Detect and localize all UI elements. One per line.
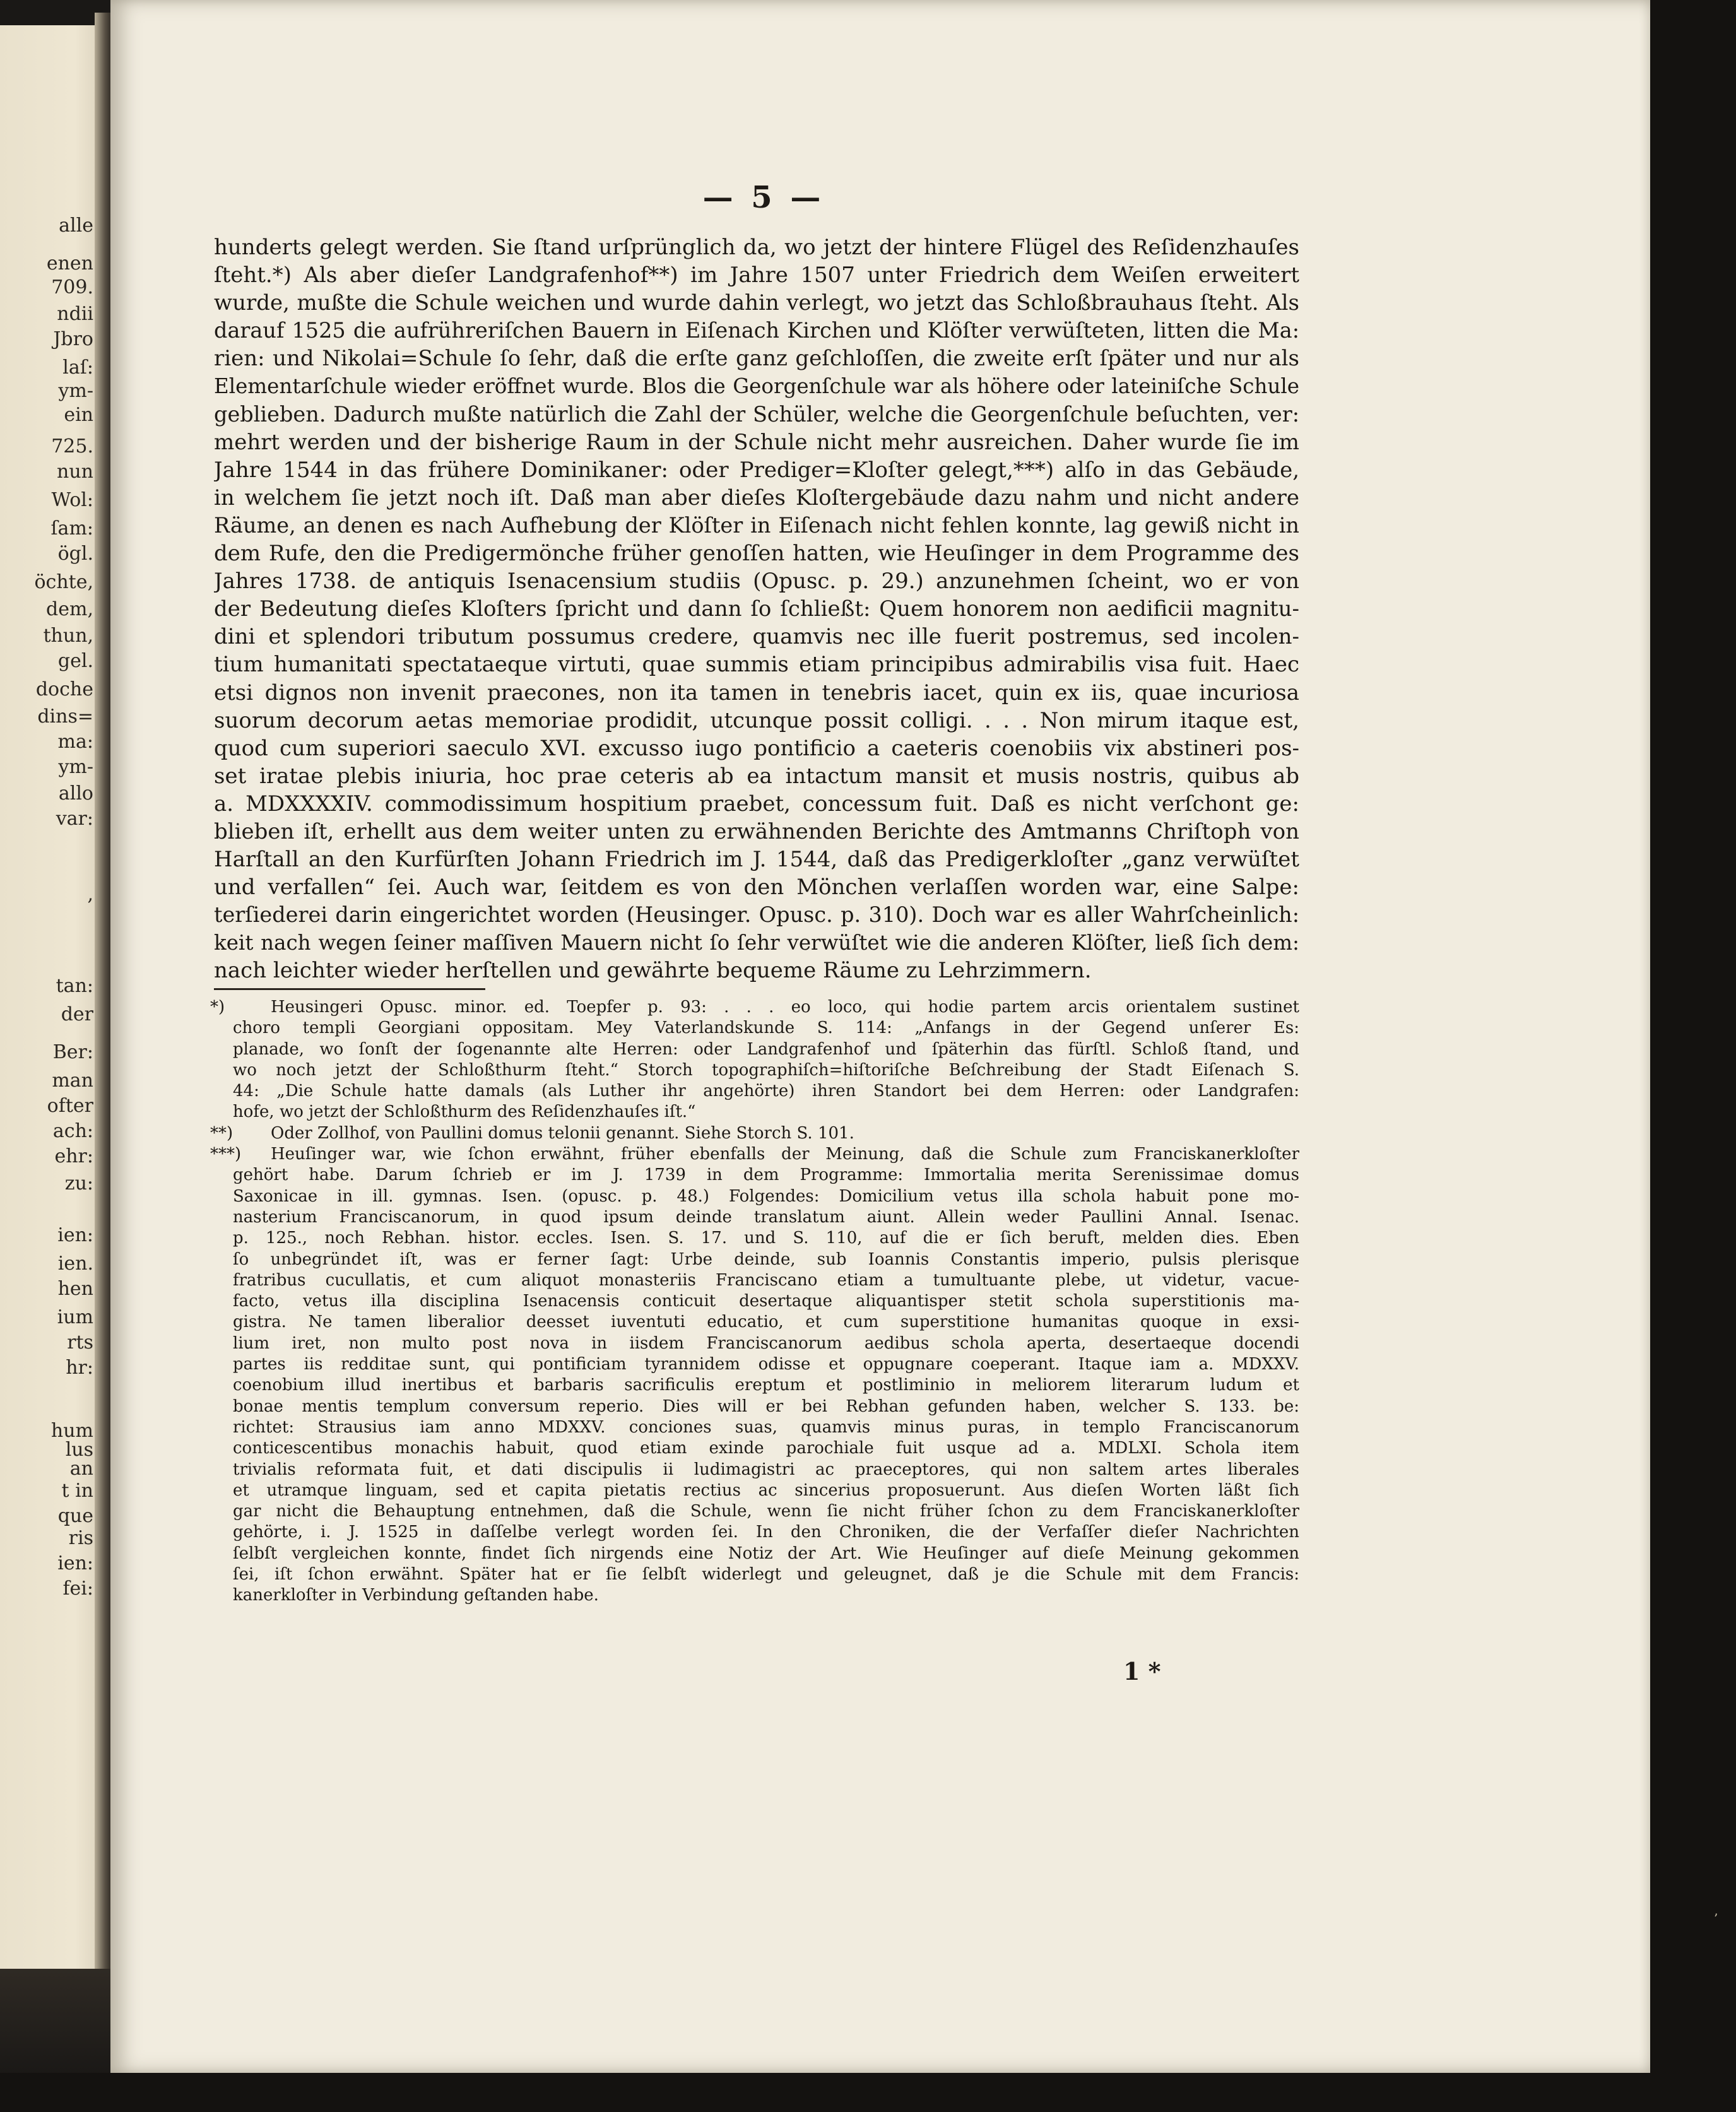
signature-mark: 1 *: [1123, 1657, 1161, 1685]
body-line: dem Rufe, den die Predigermönche früher genoſſen hatten, wie Heuſinger in dem Programme des: [214, 541, 1299, 567]
left-margin-fragment: ,: [87, 883, 93, 906]
left-margin-fragment: dins=: [37, 705, 93, 728]
footnote: [210, 1123, 1299, 1144]
left-margin-fragment: que: [57, 1505, 93, 1527]
left-margin-fragment: var:: [56, 808, 93, 830]
bottom-background: [0, 2073, 1736, 2112]
footnote-marker: ***): [210, 1145, 242, 1164]
body-line: dini et splendori tributum possumus credere, quamvis nec ille fuerit postremus, sed incolen-: [214, 624, 1299, 650]
footnote-line: bonae mentis templum conversum reperio. Dies will er bei Rebhan gefunden haben, welcher S. 133. be:: [233, 1396, 1299, 1416]
footnote-line: trivialis reformata fuit, et dati discipulis ii ludimagistri ac praeceptores, qui non saltem artes liberales: [233, 1460, 1299, 1479]
left-margin-fragment: ehr:: [54, 1145, 93, 1167]
left-margin-fragment: ien:: [57, 1224, 93, 1246]
body-line: in welchem ſie jetzt noch iſt. Daß man aber dieſes Kloſtergebäude dazu nahm und nicht andere: [214, 485, 1299, 510]
left-margin-fragment: ien.: [57, 1253, 93, 1275]
body-line: Jahre 1544 in das frühere Dominikaner: oder Prediger=Kloſter gelegt,***) alſo in das Gebäude,: [214, 457, 1299, 483]
left-margin-fragment: ſam:: [50, 517, 93, 540]
body-line: Jahres 1738. de antiquis Isenacensium studiis (Opusc. p. 29.) anzunehmen ſcheint, wo er von: [214, 569, 1299, 594]
body-line: wurde, mußte die Schule weichen und wurde dahin verlegt, wo jetzt das Schloßbrauhaus ſteht. Als: [214, 290, 1299, 316]
footnote-line: et utramque linguam, sed et capita pietatis rectius ac sincerius proposuerunt. Aus dieſen Worten läßt ſich: [233, 1480, 1299, 1500]
body-text: [214, 233, 1299, 985]
left-margin-fragment: rts: [67, 1331, 93, 1354]
left-margin-fragment: alle: [59, 215, 93, 237]
footnote-rule: [214, 988, 485, 990]
footnote-marker: *): [210, 998, 225, 1017]
left-margin-fragment: Wol:: [51, 489, 93, 511]
left-margin-fragment: ein: [64, 404, 93, 426]
footnote-line: fratribus cucullatis, et cum aliquot monasteriis Franciscano etiam a tumultuante plebe, ut videtur, vacue-: [233, 1270, 1299, 1290]
body-line: hunderts gelegt werden. Sie ſtand urſprünglich da, wo jetzt der hintere Flügel des Reſidenzhauſes: [214, 235, 1299, 260]
bottom-shadow: [0, 1969, 110, 2076]
left-margin-fragment: ien:: [57, 1552, 93, 1574]
left-margin-fragment: der: [61, 1003, 93, 1025]
body-line: der Bedeutung dieſes Kloſters ſpricht und dann ſo ſchließt: Quem honorem non aedificii magnitu-: [214, 596, 1299, 622]
left-margin-fragment: lus: [65, 1439, 93, 1461]
footnote-line: gehört habe. Darum ſchrieb er im J. 1739 in dem Programme: Immortalia merita Serenissimae domus: [233, 1165, 1299, 1185]
left-margin-fragment: gel.: [57, 650, 93, 672]
left-margin-fragment: doche: [35, 678, 93, 700]
body-line: rien: und Nikolai=Schule ſo ſehr, daß die erſte ganz geſchloſſen, die zweite erſt ſpäter und nur als: [214, 346, 1299, 372]
footnote-line: Heusingeri Opusc. minor. ed. Toepfer p. 93: . . . eo loco, qui hodie partem arcis orientalem sustinet: [271, 998, 1299, 1017]
left-margin-fragment: man: [52, 1070, 93, 1092]
body-line: blieben iſt, erhellt aus dem weiter unten zu erwähnenden Berichte des Amtmanns Chriſtoph von: [214, 818, 1299, 844]
footnote-line: Oder Zollhof, von Paullini domus telonii genannt. Siehe Storch S. 101.: [271, 1123, 854, 1143]
body-line: terſiederei darin eingerichtet worden (Heusinger. Opusc. p. 310). Doch war es aller Wahrſcheinlich:: [214, 902, 1299, 928]
footnote-line: richtet: Strausius iam anno MDXXV. conciones suas, quamvis minus puras, in templo Franciscanorum: [233, 1417, 1299, 1437]
left-margin-fragment: ris: [68, 1527, 93, 1549]
left-margin-fragment: ögl.: [57, 543, 93, 565]
left-margin-fragment: ach:: [52, 1120, 93, 1142]
left-margin-fragment: ym-: [58, 380, 93, 402]
left-margin-fragment: hum: [50, 1420, 93, 1442]
footnote-marker: **): [210, 1123, 233, 1143]
footnote: [210, 1144, 1299, 1607]
body-line: Räume, an denen es nach Aufhebung der Klöſter in Eiſenach nicht fehlen konnte, lag gewiß nicht in: [214, 512, 1299, 538]
left-margin-fragment: enen: [46, 252, 93, 274]
left-margin-fragment: hen: [57, 1278, 93, 1300]
body-line: set iratae plebis iniuria, hoc prae ceteris ab ea intactum mansit et musis nostris, quibus ab: [214, 763, 1299, 789]
footnote-line: nasterium Franciscanorum, in quod ipsum deinde translatum aiunt. Allein weder Paullini Annal. Isenac.: [233, 1207, 1299, 1227]
body-line: mehrt werden und der bisherige Raum in der Schule nicht mehr ausreichen. Daher wurde ſie im: [214, 429, 1299, 455]
page-number: — 5 —: [702, 180, 825, 215]
footnote-line: choro templi Georgiani oppositam. Mey Vaterlandskunde S. 114: „Anfangs in der Gegend unſerer Es:: [233, 1018, 1299, 1038]
left-margin-fragment: tan:: [56, 975, 93, 997]
left-margin-fragment: hr:: [66, 1357, 93, 1379]
footnote-line: planade, wo ſonſt der ſogenannte alte Herren: oder Landgrafenhof und ſpäterhin das fürſtl. Schloß ſtand, und: [233, 1039, 1299, 1059]
left-margin-fragment: zu:: [64, 1172, 93, 1195]
body-line: und verfallen“ ſei. Auch war, ſeitdem es von den Mönchen verlaſſen worden war, eine Salpe:: [214, 875, 1299, 900]
footnote: [210, 997, 1299, 1123]
left-margin-fragment: ium: [57, 1306, 93, 1328]
body-line: a. MDXXXXIV. commodissimum hospitium praebet, concessum fuit. Daß es nicht verſchont ge:: [214, 791, 1299, 817]
footnote-line: 44: „Die Schule hatte damals (als Luther ihr angehörte) ihren Standort bei dem Herren: oder Landgrafen:: [233, 1082, 1299, 1101]
body-line: darauf 1525 die aufrühreriſchen Bauern in Eiſenach Kirchen und Klöſter verwüſteten, litten die Ma:: [214, 318, 1299, 343]
left-margin-fragment: ym-: [58, 756, 93, 778]
body-line: nach leichter wieder herſtellen und gewährte bequeme Räume zu Lehrzimmern.: [214, 958, 1092, 984]
body-line: suorum decorum aetas memoriae prodidit, utcunque possit colligi. . . . Non mirum itaque est,: [214, 707, 1299, 733]
footnotes: [210, 997, 1299, 1607]
left-margin-fragment: dem,: [46, 598, 93, 620]
footnote-line: facto, vetus illa disciplina Isenacensis conticuit desertaque aliquantisper stetit schola superstitionis ma-: [233, 1292, 1299, 1311]
footnote-line: gar nicht die Behauptung entnehmen, daß die Schule, wenn ſie nicht früher ſchon zu dem Franciskanerkloſter: [233, 1502, 1299, 1521]
body-line: quod cum superiori saeculo XVI. excusso iugo pontificio a caeteris coenobiis vix abstineri pos-: [214, 735, 1299, 761]
footnote-line: Heuſinger war, wie ſchon erwähnt, früher ebenfalls der Meinung, daß die Schule zum Franciskanerkloſter: [271, 1145, 1299, 1164]
footnote-line: Saxonicae in ill. gymnas. Isen. (opusc. p. 48.) Folgendes: Domicilium vetus illa schola habuit pone mo-: [233, 1186, 1299, 1206]
footnote-line: gehörte, i. J. 1525 in daſſelbe verlegt worden ſei. In den Chroniken, die der Verfaſſer dieſer Nachrichten: [233, 1523, 1299, 1542]
footnote-line: gistra. Ne tamen liberalior deesset iuventuti educatio, et cum superstitione humanitas quoque in exsi-: [233, 1313, 1299, 1332]
left-margin-fragment: nun: [57, 461, 93, 483]
body-line: tium humanitati spectataeque virtuti, quae summis etiam principibus admirabilis visa fuit. Haec: [214, 652, 1299, 678]
left-margin-fragment: ma:: [57, 731, 93, 753]
body-line: keit nach wegen ſeiner maſſiven Mauern nicht ſo ſehr verwüſtet wie die anderen Klöſter, ließ ſich dem:: [214, 931, 1299, 955]
left-margin-fragment: an: [69, 1458, 93, 1480]
left-margin-fragment: fei:: [62, 1578, 93, 1600]
footnote-line: ſei, iſt ſchon erwähnt. Später hat er ſie ſelbſt widerlegt und geleugnet, daß je die Schule mit dem Francis:: [233, 1565, 1299, 1584]
left-page-edge: [0, 25, 107, 1969]
footnote-line: hofe, wo jetzt der Schloßthurm des Reſidenzhauſes iſt.“: [233, 1102, 696, 1122]
footnote-line: ſelbſt vergleichen konnte, findet ſich nirgends eine Notiz der Art. Wie Heuſinger auf dieſe Meinung gekommen: [233, 1543, 1299, 1563]
body-line: etsi dignos non invenit praecones, non ita tamen in tenebris iacet, quin ex iis, quae incuriosa: [214, 680, 1299, 705]
footnote-line: kanerkloſter in Verbindung geſtanden habe.: [233, 1586, 599, 1605]
footnote-line: lium iret, non multo post nova in iisdem Franciscanorum aedibus schola aperta, desertaeque docendi: [233, 1333, 1299, 1353]
left-margin-fragment: ndii: [57, 303, 93, 325]
dust-speck: ’: [1714, 1911, 1718, 1926]
footnote-line: p. 125., noch Rebhan. histor. eccles. Isen. S. 17. und S. 110, auf die er ſich beruft, melden dies. Eben: [233, 1229, 1299, 1248]
left-margin-fragment: laſ:: [62, 357, 93, 379]
left-margin-fragment: ofter: [47, 1095, 93, 1117]
body-line: ſteht.*) Als aber dieſer Landgrafenhof**) im Jahre 1507 unter Friedrich dem Weiſen erweitert: [214, 263, 1299, 288]
body-line: Elementarſchule wieder eröffnet wurde. Blos die Georgenſchule war als höhere oder lateiniſche Schule: [214, 374, 1299, 399]
footnote-line: conticescentibus monachis habuit, quod etiam exinde parochiale fuit usque ad a. MDLXI. Schola item: [233, 1439, 1299, 1458]
left-margin-fragment: thun,: [43, 625, 93, 647]
footnote-line: coenobium illud inertibus et barbaris sacrificulis ereptum et postliminio in meliorem literarum ludum et: [233, 1376, 1299, 1395]
left-margin-fragment: allo: [58, 782, 93, 805]
footnote-line: partes iis redditae sunt, qui pontificiam tyrannidem odisse et oppugnare coeperant. Itaque iam a. MDXXV.: [233, 1355, 1299, 1374]
left-margin-fragment: Jbro: [53, 328, 93, 350]
left-margin-fragment: t in: [61, 1480, 93, 1502]
left-margin-fragment: 709.: [51, 276, 93, 298]
footnote-line: wo noch jetzt der Schloßthurm ſteht.“ Storch topographiſch=hiſtoriſche Beſchreibung der Stadt Eiſenach S.: [233, 1060, 1299, 1080]
left-margin-fragment: Ber:: [52, 1041, 93, 1063]
footnote-line: ſo unbegründet iſt, was er ferner ſagt: Urbe deinde, sub Ioannis Constantis imperio, pulsis plerisque: [233, 1249, 1299, 1269]
right-background: [1650, 0, 1736, 2112]
left-margin-fragment: 725.: [51, 435, 93, 457]
body-line: geblieben. Dadurch mußte natürlich die Zahl der Schüler, welche die Georgenſchule beſuchten, ver:: [214, 401, 1299, 427]
body-line: Harſtall an den Kurfürſten Johann Friedrich im J. 1544, daß das Predigerkloſter „ganz verwüſtet: [214, 847, 1299, 873]
left-margin-fragment: öchte,: [34, 571, 93, 593]
